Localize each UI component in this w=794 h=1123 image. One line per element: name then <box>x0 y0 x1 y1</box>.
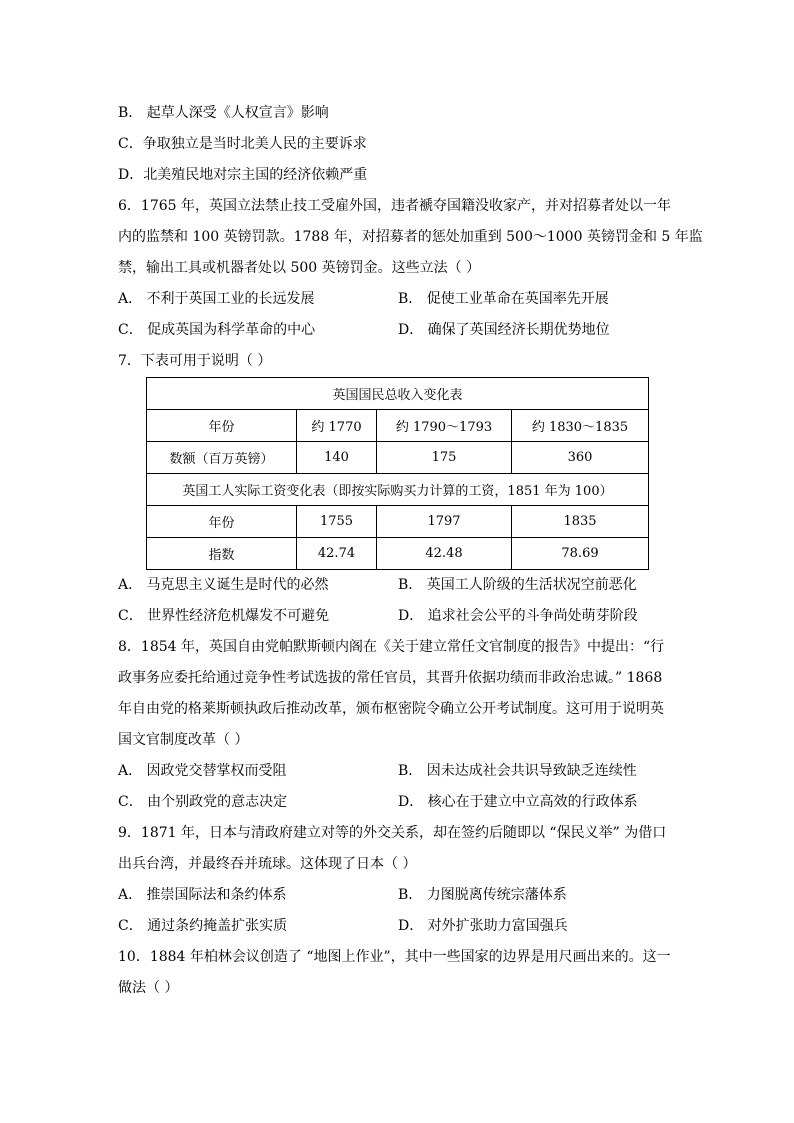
q8-option-c: C． 由个别政党的意志决定 <box>118 794 288 810</box>
income-wage-table <box>146 377 649 570</box>
table-cell: 175 <box>377 442 512 474</box>
table-cell: 约 1790～1793 <box>377 410 512 442</box>
q9-option-a: A． 推崇国际法和条约体系 <box>118 887 287 903</box>
q6-option-a: A． 不利于英国工业的长远发展 <box>118 291 315 307</box>
q8-stem-line-4: 国文官制度改革（ ） <box>118 732 249 748</box>
q7-option-d: D． 追求社会公平的斗争尚处萌芽阶段 <box>398 608 638 624</box>
table-cell: 数额（百万英镑） <box>147 442 297 474</box>
table-row <box>147 442 649 474</box>
q7-option-b: B． 英国工人阶级的生活状况空前恶化 <box>398 577 637 593</box>
table-cell: 140 <box>297 442 377 474</box>
q6-stem-line-1: 6．1765 年，英国立法禁止技工受雇外国，违者褫夺国籍没收家产，并对招募者处以一年 <box>118 198 671 214</box>
q7-option-c: C． 世界性经济危机爆发不可避免 <box>118 608 330 624</box>
q5-option-d: D．北美殖民地对宗主国的经济依赖严重 <box>118 167 368 183</box>
q8-stem-line-1: 8．1854 年，英国自由党帕默斯顿内阁在《关于建立常任文官制度的报告》中提出：“行 <box>118 639 665 655</box>
table-row <box>147 506 649 538</box>
q10-stem-line-2: 做法（ ） <box>118 980 179 996</box>
table-cell: 360 <box>512 442 649 474</box>
q8-option-d: D． 核心在于建立中立高效的行政体系 <box>398 794 638 810</box>
table-cell: 约 1830～1835 <box>512 410 649 442</box>
q5-option-b: B． 起草人深受《人权宣言》影响 <box>118 105 329 121</box>
q9-option-d: D． 对外扩张助力富国强兵 <box>398 918 568 934</box>
table-cell: 年份 <box>147 506 297 538</box>
q8-stem-line-3: 年自由党的格莱斯顿执政后推动改革，颁布枢密院令确立公开考试制度。这可用于说明英 <box>118 701 664 717</box>
q9-option-b: B． 力图脱离传统宗藩体系 <box>398 887 567 903</box>
table-cell: 1755 <box>297 506 377 538</box>
table-cell: 42.74 <box>297 538 377 570</box>
q10-stem-line-1: 10．1884 年柏林会议创造了 “地图上作业”，其中一些国家的边界是用尺画出来的。这一 <box>118 949 671 965</box>
q7-stem: 7．下表可用于说明（ ） <box>118 353 272 369</box>
q6-option-d: D． 确保了英国经济长期优势地位 <box>398 322 610 338</box>
q9-option-c: C． 通过条约掩盖扩张实质 <box>118 918 288 934</box>
table-cell: 1835 <box>512 506 649 538</box>
q6-option-c: C． 促成英国为科学革命的中心 <box>118 322 316 338</box>
table-cell: 约 1770 <box>297 410 377 442</box>
table-cell: 年份 <box>147 410 297 442</box>
table-cell: 1797 <box>377 506 512 538</box>
table-cell: 指数 <box>147 538 297 570</box>
q5-option-c: C．争取独立是当时北美人民的主要诉求 <box>118 136 367 152</box>
q9-stem-line-1: 9．1871 年，日本与清政府建立对等的外交关系，却在签约后随即以 “保民义举” 为借口 <box>118 825 667 841</box>
income-table-title: 英国国民总收入变化表 <box>147 378 649 410</box>
table-cell: 42.48 <box>377 538 512 570</box>
wage-table-title: 英国工人实际工资变化表（即按实际购买力计算的工资，1851 年为 100） <box>147 474 649 506</box>
q6-stem-line-3: 禁，输出工具或机器者处以 500 英镑罚金。这些立法（ ） <box>118 260 481 276</box>
table-row <box>147 410 649 442</box>
q9-stem-line-2: 出兵台湾，并最终吞并琉球。这体现了日本（ ） <box>118 856 417 872</box>
q7-option-a: A． 马克思主义诞生是时代的必然 <box>118 577 329 593</box>
table-row <box>147 538 649 570</box>
q8-option-b: B． 因未达成社会共识导致缺乏连续性 <box>398 763 637 779</box>
q6-option-b: B． 促使工业革命在英国率先开展 <box>398 291 609 307</box>
table-cell: 78.69 <box>512 538 649 570</box>
q8-stem-line-2: 政事务应委托给通过竞争性考试选拔的常任官员，其晋升依据功绩而非政治忠诚。” 1868 <box>118 670 663 686</box>
q6-stem-line-2: 内的监禁和 100 英镑罚款。1788 年，对招募者的惩处加重到 500～1000 英镑罚金和 5 年监 <box>118 229 703 245</box>
table-title-row <box>147 378 649 410</box>
table-title-row <box>147 474 649 506</box>
q8-option-a: A． 因政党交替掌权而受阻 <box>118 763 287 779</box>
